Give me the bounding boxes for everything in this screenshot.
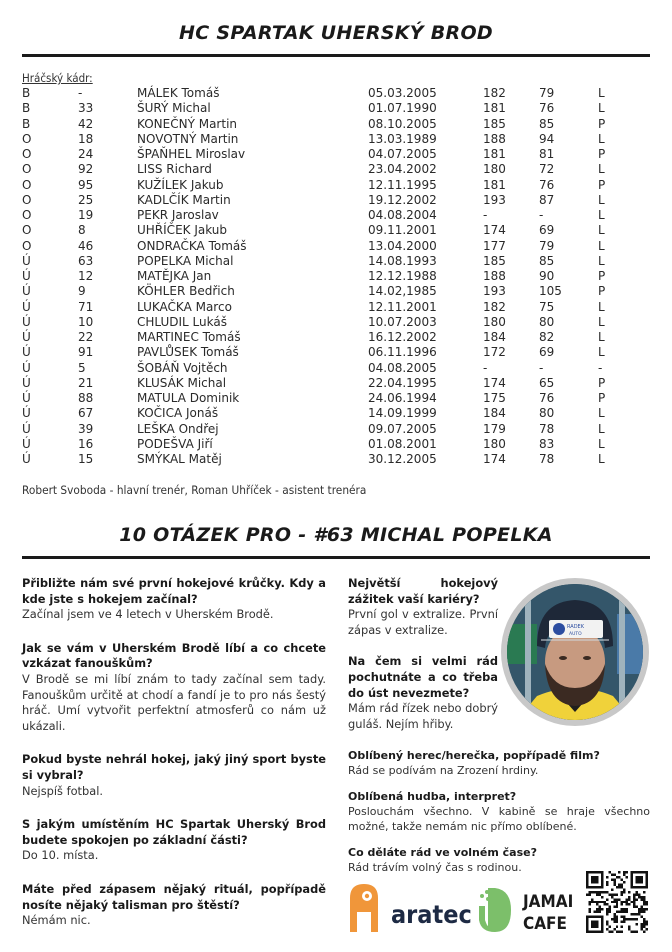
jersey-number: 25 xyxy=(78,192,94,207)
shooting-hand: L xyxy=(598,436,605,451)
jersey-number: 18 xyxy=(78,131,94,146)
qa-item xyxy=(348,748,650,778)
qa-item xyxy=(348,654,498,732)
jersey-number: 22 xyxy=(78,330,94,344)
sponsor-logos xyxy=(345,880,575,940)
aratec-logo-icon xyxy=(350,884,378,932)
shooting-hand: P xyxy=(598,177,606,192)
player-name: NOVOTNÝ Martin xyxy=(137,131,239,146)
weight: 78 xyxy=(539,452,555,466)
shooting-hand: L xyxy=(598,330,605,344)
height: - xyxy=(483,208,488,222)
jersey-number: 88 xyxy=(78,391,94,405)
jersey-number: 15 xyxy=(78,452,94,466)
birth-date: 14.09.1999 xyxy=(368,406,437,421)
roster-row xyxy=(0,330,672,345)
jersey-number: 46 xyxy=(78,238,94,253)
jersey-number: 16 xyxy=(78,436,94,451)
weight: 105 xyxy=(539,284,562,299)
position: B xyxy=(22,86,31,100)
svg-text:AUTO: AUTO xyxy=(569,632,582,637)
shooting-hand: P xyxy=(598,391,606,405)
weight: 85 xyxy=(539,253,555,268)
roster-row xyxy=(0,86,672,101)
position: Ú xyxy=(22,436,31,451)
weight: 76 xyxy=(539,101,555,116)
qa-item xyxy=(348,576,498,638)
question: Největší hokejový zážitek vaší kariéry? xyxy=(348,576,498,606)
roster-row xyxy=(0,132,672,147)
position: B xyxy=(22,116,31,131)
interview-title: 10 OTÁZEK PRO - #63 MICHAL POPELKA xyxy=(119,524,553,546)
roster-row xyxy=(0,147,672,162)
shooting-hand: L xyxy=(598,162,605,177)
player-name: MARTINEC Tomáš xyxy=(137,330,241,344)
birth-date: 14.02,1985 xyxy=(368,284,437,299)
answer: Do 10. místa. xyxy=(22,848,99,863)
position: Ú xyxy=(22,330,31,344)
qa-item xyxy=(22,752,326,799)
shooting-hand: L xyxy=(598,253,605,268)
jamai-text: JAMAI xyxy=(523,892,574,912)
position: Ú xyxy=(22,269,31,283)
answer: Mám rád řízek nebo dobrý guláš. Nejím hřiby. xyxy=(348,701,498,731)
birth-date: 04.08.2004 xyxy=(368,208,437,222)
player-name: KUŽÍLEK Jakub xyxy=(137,177,224,192)
height: 181 xyxy=(483,177,506,192)
position: Ú xyxy=(22,391,31,405)
birth-date: 09.11.2001 xyxy=(368,223,437,238)
roster-row xyxy=(0,437,672,452)
player-name: ŠPAŇHEL Miroslav xyxy=(137,147,246,161)
birth-date: 09.07.2005 xyxy=(368,421,437,436)
height: 181 xyxy=(483,101,506,116)
height: 193 xyxy=(483,284,506,299)
weight: - xyxy=(539,208,544,222)
shooting-hand: P xyxy=(598,375,606,390)
weight: 79 xyxy=(539,86,555,100)
height: 182 xyxy=(483,299,506,314)
height: 179 xyxy=(483,421,506,436)
height: 193 xyxy=(483,192,506,207)
weight: 80 xyxy=(539,406,555,421)
position: O xyxy=(22,147,32,161)
birth-date: 13.04.2000 xyxy=(368,238,437,253)
height: 180 xyxy=(483,436,506,451)
weight: 81 xyxy=(539,147,555,161)
position: Ú xyxy=(22,299,31,314)
qa-item xyxy=(22,817,326,864)
shooting-hand: L xyxy=(598,314,605,329)
player-name: SMÝKAL Matěj xyxy=(137,452,222,466)
height: 174 xyxy=(483,375,506,390)
position: O xyxy=(22,238,32,253)
jersey-number: 19 xyxy=(78,208,94,222)
roster-row xyxy=(0,361,672,376)
question: Oblíbený herec/herečka, popřípadě film? xyxy=(348,749,600,762)
roster-row xyxy=(0,208,672,223)
weight: 85 xyxy=(539,116,555,131)
answer: Začínal jsem ve 4 letech v Uherském Brodě. xyxy=(22,607,274,622)
roster-row xyxy=(0,162,672,177)
jersey-number: 91 xyxy=(78,345,94,360)
jersey-number: 39 xyxy=(78,421,94,436)
qa-item xyxy=(348,789,650,834)
answer: Rád se podívám na Zrození hrdiny. xyxy=(348,764,539,777)
player-name: ŠURÝ Michal xyxy=(137,101,211,116)
weight: 90 xyxy=(539,269,555,283)
birth-date: 12.12.1988 xyxy=(368,269,437,283)
question: Přibližte nám své první hokejové krůčky. Kdy a kde jste s hokejem začínal? xyxy=(22,576,326,606)
player-name: KLUSÁK Michal xyxy=(137,375,227,390)
position: Ú xyxy=(22,360,31,375)
roster-row xyxy=(0,452,672,467)
roster-row xyxy=(0,406,672,421)
jersey-number: 67 xyxy=(78,406,94,421)
position: O xyxy=(22,192,32,207)
roster-row xyxy=(0,391,672,406)
player-name: UHŘÍČEK Jakub xyxy=(137,223,228,238)
player-name: POPELKA Michal xyxy=(137,253,234,268)
shooting-hand: L xyxy=(598,131,605,146)
shooting-hand: L xyxy=(598,299,605,314)
player-name: PEKR Jaroslav xyxy=(137,208,219,222)
height: 182 xyxy=(483,86,506,100)
qa-item xyxy=(22,882,326,929)
aratec-text: aratec xyxy=(391,900,472,929)
shooting-hand: - xyxy=(598,360,603,375)
shooting-hand: P xyxy=(598,147,606,161)
height: 185 xyxy=(483,253,506,268)
weight: 79 xyxy=(539,238,555,253)
birth-date: 13.03.1989 xyxy=(368,131,437,146)
answer: Nejspíš fotbal. xyxy=(22,783,104,798)
weight: 75 xyxy=(539,299,555,314)
title-divider xyxy=(22,54,650,57)
page-title: HC SPARTAK UHERSKÝ BROD xyxy=(179,22,493,44)
roster-row xyxy=(0,376,672,391)
roster-row xyxy=(0,315,672,330)
height: 188 xyxy=(483,269,506,283)
shooting-hand: L xyxy=(598,406,605,421)
birth-date: 23.04.2002 xyxy=(368,162,437,177)
jersey-number: 10 xyxy=(78,314,94,329)
height: 188 xyxy=(483,131,506,146)
height: - xyxy=(483,360,488,375)
roster-label: Hráčský kádr: xyxy=(22,71,93,85)
birth-date: 12.11.2001 xyxy=(368,299,437,314)
roster-row xyxy=(0,254,672,269)
player-portrait-icon xyxy=(507,584,643,720)
weight: 82 xyxy=(539,330,555,344)
jersey-number: 5 xyxy=(78,360,86,375)
height: 177 xyxy=(483,238,506,253)
player-name: ONDRAČKA Tomáš xyxy=(137,238,247,253)
interview-divider xyxy=(22,556,650,559)
weight: 83 xyxy=(539,436,555,451)
weight: 65 xyxy=(539,375,555,390)
jersey-number: 21 xyxy=(78,375,94,390)
weight: 76 xyxy=(539,177,555,192)
birth-date: 04.07.2005 xyxy=(368,147,437,161)
position: Ú xyxy=(22,314,31,329)
shooting-hand: L xyxy=(598,101,605,116)
question: Máte před zápasem nějaký rituál, popřípadě nosíte nějaký talisman pro štěstí? xyxy=(22,881,326,912)
qa-item xyxy=(22,576,326,623)
shooting-hand: L xyxy=(598,208,605,222)
position: Ú xyxy=(22,284,31,299)
birth-date: 05.03.2005 xyxy=(368,86,437,100)
player-name: LUKAČKA Marco xyxy=(137,299,232,314)
interview-right-bottom-column xyxy=(348,748,650,886)
birth-date: 10.07.2003 xyxy=(368,314,437,329)
coaches-line: Robert Svoboda - hlavní trenér, Roman Uhříček - asistent trenéra xyxy=(22,483,367,497)
position: Ú xyxy=(22,375,31,390)
weight: 69 xyxy=(539,345,555,360)
shooting-hand: L xyxy=(598,421,605,436)
roster-row xyxy=(0,300,672,315)
player-name: PODEŠVA Jiří xyxy=(137,436,213,451)
jersey-number: - xyxy=(78,86,83,100)
interview-left-column xyxy=(22,576,326,947)
height: 185 xyxy=(483,116,506,131)
jersey-number: 33 xyxy=(78,101,94,116)
roster-row xyxy=(0,422,672,437)
jersey-number: 92 xyxy=(78,162,94,177)
roster-row xyxy=(0,178,672,193)
player-name: LISS Richard xyxy=(137,162,212,177)
shooting-hand: P xyxy=(598,269,606,283)
height: 184 xyxy=(483,330,506,344)
weight: 78 xyxy=(539,421,555,436)
jersey-number: 42 xyxy=(78,116,94,131)
weight: 76 xyxy=(539,391,555,405)
birth-date: 06.11.1996 xyxy=(368,345,437,360)
height: 184 xyxy=(483,406,506,421)
weight: 87 xyxy=(539,192,555,207)
shooting-hand: P xyxy=(598,116,606,131)
question: Na čem si velmi rád pochutnáte a co třeba do úst nevezmete? xyxy=(348,654,498,700)
player-name: MÁLEK Tomáš xyxy=(137,86,220,100)
position: Ú xyxy=(22,452,31,466)
cafe-text: CAFE xyxy=(523,914,567,934)
jersey-number: 8 xyxy=(78,223,86,238)
shooting-hand: L xyxy=(598,238,605,253)
birth-date: 22.04.1995 xyxy=(368,375,437,390)
roster-row xyxy=(0,101,672,116)
weight: 94 xyxy=(539,131,555,146)
height: 174 xyxy=(483,452,506,466)
birth-date: 01.08.2001 xyxy=(368,436,437,451)
position: Ú xyxy=(22,345,31,360)
player-name: LEŠKA Ondřej xyxy=(137,421,219,436)
roster-table xyxy=(0,86,672,467)
answer: Némám nic. xyxy=(22,913,91,928)
weight: 72 xyxy=(539,162,555,177)
player-photo xyxy=(501,578,649,726)
shooting-hand: L xyxy=(598,223,605,238)
birth-date: 30.12.2005 xyxy=(368,452,437,466)
player-name: MATĚJKA Jan xyxy=(137,269,212,283)
question: Oblíbená hudba, interpret? xyxy=(348,790,517,803)
roster-row xyxy=(0,193,672,208)
birth-date: 04.08.2005 xyxy=(368,360,437,375)
weight: 69 xyxy=(539,223,555,238)
height: 174 xyxy=(483,223,506,238)
shooting-hand: L xyxy=(598,86,605,100)
height: 180 xyxy=(483,162,506,177)
jersey-number: 24 xyxy=(78,147,94,161)
position: O xyxy=(22,223,32,238)
birth-date: 16.12.2002 xyxy=(368,330,437,344)
jersey-number: 71 xyxy=(78,299,94,314)
player-name: KONEČNÝ Martin xyxy=(137,116,238,131)
roster-row xyxy=(0,284,672,299)
player-name: ŠOBÁŇ Vojtěch xyxy=(137,360,228,375)
position: Ú xyxy=(22,421,31,436)
birth-date: 12.11.1995 xyxy=(368,177,437,192)
position: O xyxy=(22,162,32,177)
birth-date: 14.08.1993 xyxy=(368,253,437,268)
qr-code-icon[interactable] xyxy=(586,871,648,933)
position: O xyxy=(22,208,32,222)
answer: První gol v extralize. První zápas v extralize. xyxy=(348,607,498,637)
jersey-number: 95 xyxy=(78,177,94,192)
question: Pokud byste nehrál hokej, jaký jiný sport byste si vybral? xyxy=(22,752,326,782)
position: Ú xyxy=(22,406,31,421)
answer: Poslouchám všechno. V kabině se hraje všechno možné, takže nemám nic přímo oblíbené. xyxy=(348,805,650,833)
birth-date: 01.07.1990 xyxy=(368,101,437,116)
position: Ú xyxy=(22,253,31,268)
shooting-hand: P xyxy=(598,284,606,299)
jersey-number: 9 xyxy=(78,284,86,299)
shooting-hand: L xyxy=(598,452,605,466)
roster-row xyxy=(0,269,672,284)
weight: - xyxy=(539,360,544,375)
jersey-number: 12 xyxy=(78,269,94,283)
shooting-hand: L xyxy=(598,192,605,207)
height: 175 xyxy=(483,391,506,405)
player-name: KOČICA Jonáš xyxy=(137,406,219,421)
jersey-number: 63 xyxy=(78,253,94,268)
player-name: KADLČÍK Martin xyxy=(137,192,231,207)
birth-date: 08.10.2005 xyxy=(368,116,437,131)
roster-row xyxy=(0,239,672,254)
position: O xyxy=(22,177,32,192)
height: 180 xyxy=(483,314,506,329)
height: 181 xyxy=(483,147,506,161)
height: 172 xyxy=(483,345,506,360)
roster-row xyxy=(0,345,672,360)
shooting-hand: L xyxy=(598,345,605,360)
birth-date: 24.06.1994 xyxy=(368,391,437,405)
roster-row xyxy=(0,223,672,238)
player-name: KÖHLER Bedřich xyxy=(137,284,235,299)
player-name: PAVLŮSEK Tomáš xyxy=(137,345,239,360)
player-name: CHLUDIL Lukáš xyxy=(137,314,227,329)
weight: 80 xyxy=(539,314,555,329)
position: B xyxy=(22,101,31,116)
helmet-sticker-text: RADEK xyxy=(567,624,584,630)
roster-row xyxy=(0,117,672,132)
question: Co děláte rád ve volném čase? xyxy=(348,846,537,859)
qa-item xyxy=(22,641,326,735)
interview-right-top-column xyxy=(348,576,498,748)
answer: Rád trávím volný čas s rodinou. xyxy=(348,861,522,874)
player-name: MATULA Dominik xyxy=(137,391,240,405)
question: Jak se vám v Uherském Brodě líbí a co chcete vzkázat fanouškům? xyxy=(22,640,326,671)
position: O xyxy=(22,131,32,146)
jamai-cafe-logo-icon xyxy=(479,888,511,932)
answer: V Brodě se mi líbí znám to tady začínal sem tady. Fanouškům určitě at chodí a fandí je to pro nás šestý hráč. Umí vytvořit perfektní atmosferů co nám už ukázali. xyxy=(22,671,326,733)
birth-date: 19.12.2002 xyxy=(368,192,437,207)
question: S jakým umístěním HC Spartak Uherský Brod budete spokojen po základní části? xyxy=(22,817,326,847)
